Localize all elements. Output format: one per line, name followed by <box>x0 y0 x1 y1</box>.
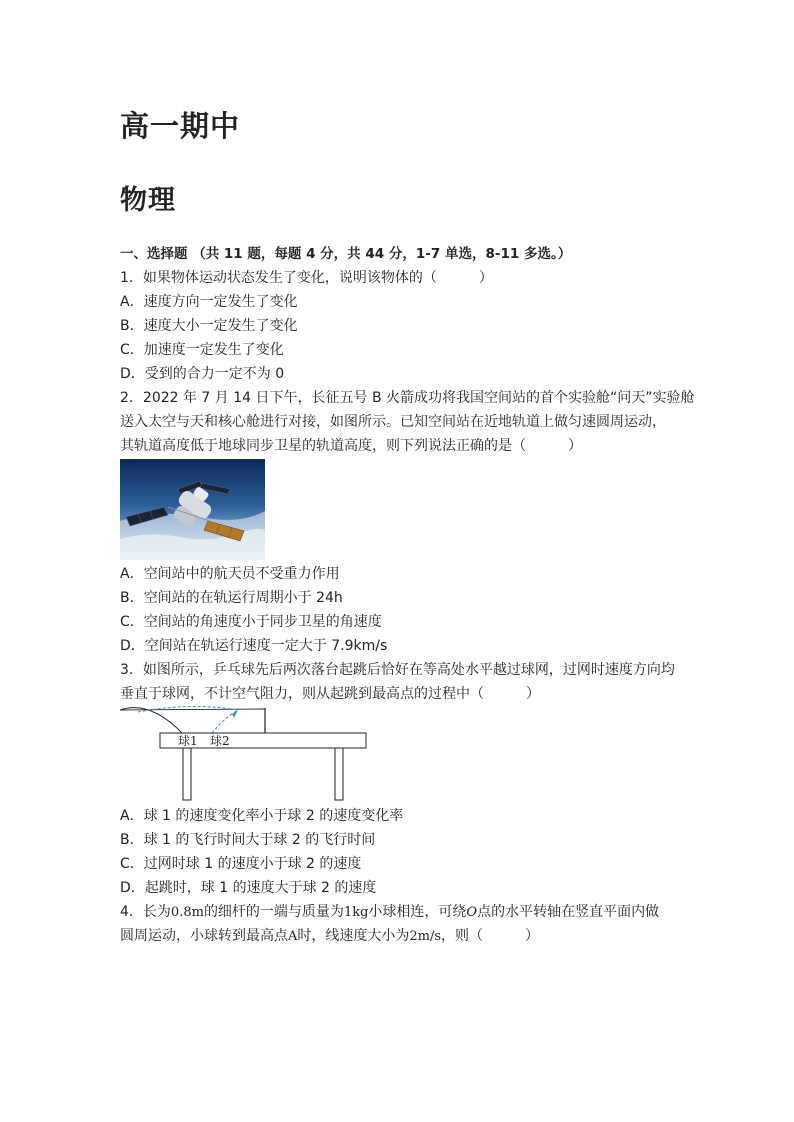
q2-option-c: C．空间站的角速度小于同步卫星的角速度 <box>120 614 382 630</box>
q2-stem-line1: 2．2022 年 7 月 14 日下午，长征五号 B 火箭成功将我国空间站的首个实验舱“问天”实验舱 <box>120 390 695 406</box>
table-leg-right <box>335 748 343 800</box>
table-leg-left <box>183 748 191 800</box>
q4-length-value: 0.8m <box>170 905 204 920</box>
q3-option-d: D．起跳时，球 1 的速度大于球 2 的速度 <box>120 880 377 896</box>
q2-stem-line3: 其轨道高度低于地球同步卫星的轨道高度，则下列说法正确的是（ ） <box>120 438 582 454</box>
q3-stem-line2: 垂直于球网，不计空气阻力，则从起跳到最高点的过程中（ ） <box>120 686 540 702</box>
section-heading: 一、选择题 （共 11 题，每题 4 分，共 44 分，1-7 单选，8-11 多选。） <box>120 246 572 262</box>
q2-stem-line2: 送入太空与天和核心舱进行对接，如图所示。已知空间站在近地轨道上做匀速圆周运动， <box>120 414 666 430</box>
q4-stem-line1 <box>120 903 659 922</box>
q3-option-b: B．球 1 的飞行时间大于球 2 的飞行时间 <box>120 832 376 848</box>
q4-text: 4．长为 <box>120 904 171 920</box>
q1-option-d: D．受到的合力一定不为 0 <box>120 366 285 382</box>
q4-text: 的细杆的一端与质量为 <box>203 904 344 920</box>
ball2-label: 球2 <box>210 734 230 748</box>
ball1-label: 球1 <box>178 734 198 748</box>
ball1-trajectory <box>120 708 182 733</box>
q4-mass-value: 1kg <box>343 905 369 920</box>
q4-stem-line2 <box>120 927 539 946</box>
q4-text: 时，线速度大小为 <box>297 928 410 944</box>
q3-option-a: A．球 1 的速度变化率小于球 2 的速度变化率 <box>120 808 404 824</box>
space-station-illustration <box>120 459 265 560</box>
q1-option-b: B．速度大小一定发生了变化 <box>120 318 298 334</box>
q3-option-c: C．过网时球 1 的速度小于球 2 的速度 <box>120 856 362 872</box>
q1-option-a: A．速度方向一定发生了变化 <box>120 294 298 310</box>
q4-text: 小球相连，可绕 <box>368 904 467 920</box>
q2-option-b: B．空间站的在轨运行周期小于 24h <box>120 590 343 606</box>
q3-stem-line1: 3．如图所示，乒乓球先后两次落台起跳后恰好在等高处水平越过球网，过网时速度方向均 <box>120 662 675 678</box>
subject-title: 物理 <box>120 185 176 216</box>
ping-pong-table-figure <box>120 704 370 804</box>
q4-point-a: A <box>288 929 298 944</box>
page-title: 高一期中 <box>120 109 241 143</box>
q4-text: 圆周运动，小球转到最高点 <box>120 928 288 944</box>
q4-text: 点的水平转轴在竖直平面内做 <box>477 904 660 920</box>
q4-point-o: O <box>466 905 478 920</box>
q2-option-a: A．空间站中的航天员不受重力作用 <box>120 566 340 582</box>
q1-stem: 1．如果物体运动状态发生了变化，说明该物体的（ ） <box>120 270 493 286</box>
q4-speed-value: 2m/s <box>409 929 442 944</box>
q4-text: ，则（ ） <box>441 928 540 944</box>
q2-option-d: D．空间站在轨运行速度一定大于 7.9km/s <box>120 638 388 654</box>
space-station-image <box>120 459 265 560</box>
q1-option-c: C．加速度一定发生了变化 <box>120 342 284 358</box>
